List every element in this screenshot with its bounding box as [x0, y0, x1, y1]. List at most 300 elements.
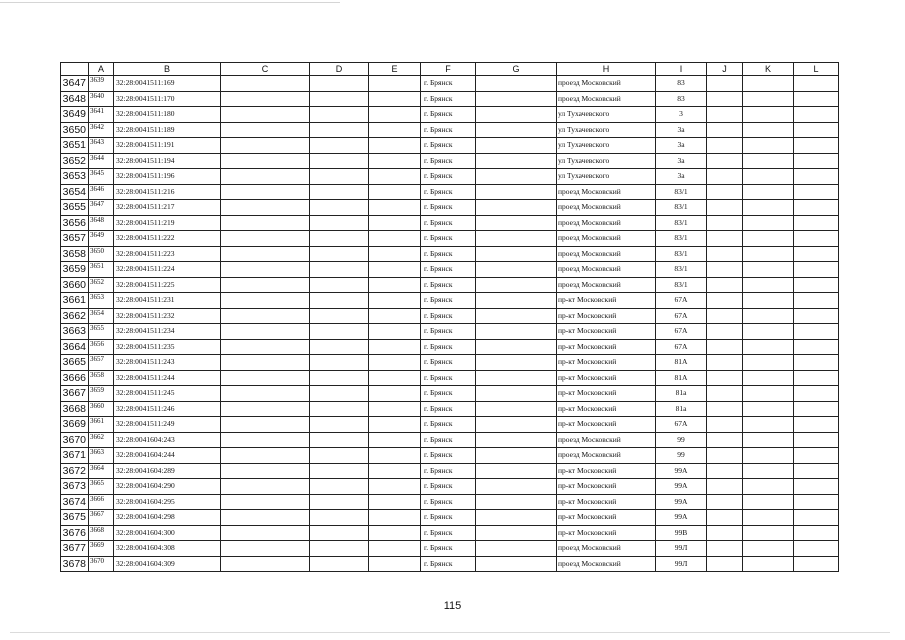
cell-h[interactable]: ул Тухачевского [557, 107, 656, 123]
column-header-e[interactable]: E [369, 63, 421, 76]
cell-j[interactable] [707, 386, 743, 402]
cell-i[interactable]: 83 [656, 91, 707, 107]
cell-c[interactable] [221, 308, 310, 324]
cell-k[interactable] [743, 386, 794, 402]
cell-c[interactable] [221, 76, 310, 92]
cell-l[interactable] [794, 184, 839, 200]
cell-e[interactable] [369, 107, 421, 123]
cell-i[interactable]: 67А [656, 324, 707, 340]
cell-h[interactable]: пр-кт Московский [557, 355, 656, 371]
cell-k[interactable] [743, 355, 794, 371]
cell-c[interactable] [221, 246, 310, 262]
cell-f[interactable]: г. Брянск [421, 262, 476, 278]
cell-l[interactable] [794, 107, 839, 123]
cell-h[interactable]: проезд Московский [557, 556, 656, 572]
row-number[interactable]: 3669 [61, 417, 89, 433]
cell-e[interactable] [369, 448, 421, 464]
cell-b[interactable]: 32:28:0041511:170 [114, 91, 221, 107]
cell-l[interactable] [794, 262, 839, 278]
cell-f[interactable]: г. Брянск [421, 556, 476, 572]
cell-e[interactable] [369, 417, 421, 433]
cell-j[interactable] [707, 169, 743, 185]
cell-j[interactable] [707, 401, 743, 417]
cell-g[interactable] [476, 246, 557, 262]
cell-h[interactable]: пр-кт Московский [557, 494, 656, 510]
cell-i[interactable]: 99Л [656, 541, 707, 557]
cell-i[interactable]: 67А [656, 339, 707, 355]
cell-e[interactable] [369, 463, 421, 479]
cell-e[interactable] [369, 138, 421, 154]
cell-d[interactable] [310, 169, 369, 185]
row-number[interactable]: 3660 [61, 277, 89, 293]
cell-f[interactable]: г. Брянск [421, 184, 476, 200]
cell-f[interactable]: г. Брянск [421, 370, 476, 386]
cell-g[interactable] [476, 339, 557, 355]
cell-e[interactable] [369, 184, 421, 200]
cell-b[interactable]: 32:28:0041511:191 [114, 138, 221, 154]
row-number[interactable]: 3666 [61, 370, 89, 386]
cell-l[interactable] [794, 122, 839, 138]
column-header-b[interactable]: B [114, 63, 221, 76]
cell-k[interactable] [743, 494, 794, 510]
cell-c[interactable] [221, 277, 310, 293]
cell-f[interactable]: г. Брянск [421, 401, 476, 417]
column-header-k[interactable]: K [743, 63, 794, 76]
cell-a[interactable]: 3668 [89, 525, 114, 541]
cell-g[interactable] [476, 386, 557, 402]
cell-d[interactable] [310, 370, 369, 386]
cell-d[interactable] [310, 494, 369, 510]
cell-d[interactable] [310, 215, 369, 231]
cell-g[interactable] [476, 525, 557, 541]
cell-l[interactable] [794, 231, 839, 247]
cell-g[interactable] [476, 138, 557, 154]
cell-i[interactable]: 83/1 [656, 262, 707, 278]
cell-a[interactable]: 3648 [89, 215, 114, 231]
row-number[interactable]: 3657 [61, 231, 89, 247]
cell-f[interactable]: г. Брянск [421, 231, 476, 247]
cell-l[interactable] [794, 200, 839, 216]
column-header-d[interactable]: D [310, 63, 369, 76]
cell-a[interactable]: 3670 [89, 556, 114, 572]
cell-j[interactable] [707, 153, 743, 169]
cell-h[interactable]: пр-кт Московский [557, 308, 656, 324]
cell-f[interactable]: г. Брянск [421, 200, 476, 216]
cell-k[interactable] [743, 122, 794, 138]
cell-j[interactable] [707, 417, 743, 433]
cell-f[interactable]: г. Брянск [421, 494, 476, 510]
cell-c[interactable] [221, 370, 310, 386]
cell-b[interactable]: 32:28:0041511:216 [114, 184, 221, 200]
cell-b[interactable]: 32:28:0041511:235 [114, 339, 221, 355]
cell-k[interactable] [743, 262, 794, 278]
cell-d[interactable] [310, 153, 369, 169]
cell-k[interactable] [743, 200, 794, 216]
cell-f[interactable]: г. Брянск [421, 246, 476, 262]
cell-l[interactable] [794, 556, 839, 572]
cell-e[interactable] [369, 494, 421, 510]
cell-e[interactable] [369, 231, 421, 247]
cell-g[interactable] [476, 262, 557, 278]
cell-j[interactable] [707, 541, 743, 557]
cell-j[interactable] [707, 448, 743, 464]
cell-g[interactable] [476, 308, 557, 324]
cell-f[interactable]: г. Брянск [421, 215, 476, 231]
cell-b[interactable]: 32:28:0041604:289 [114, 463, 221, 479]
cell-e[interactable] [369, 262, 421, 278]
cell-b[interactable]: 32:28:0041604:300 [114, 525, 221, 541]
cell-f[interactable]: г. Брянск [421, 91, 476, 107]
cell-b[interactable]: 32:28:0041511:180 [114, 107, 221, 123]
cell-g[interactable] [476, 355, 557, 371]
cell-b[interactable]: 32:28:0041511:244 [114, 370, 221, 386]
cell-i[interactable]: 67А [656, 417, 707, 433]
row-number[interactable]: 3665 [61, 355, 89, 371]
cell-e[interactable] [369, 246, 421, 262]
cell-g[interactable] [476, 494, 557, 510]
cell-h[interactable]: пр-кт Московский [557, 417, 656, 433]
cell-j[interactable] [707, 277, 743, 293]
cell-f[interactable]: г. Брянск [421, 386, 476, 402]
cell-e[interactable] [369, 339, 421, 355]
cell-i[interactable]: 81А [656, 355, 707, 371]
cell-f[interactable]: г. Брянск [421, 432, 476, 448]
cell-j[interactable] [707, 324, 743, 340]
cell-g[interactable] [476, 76, 557, 92]
cell-k[interactable] [743, 463, 794, 479]
row-number[interactable]: 3676 [61, 525, 89, 541]
cell-d[interactable] [310, 463, 369, 479]
cell-l[interactable] [794, 339, 839, 355]
cell-c[interactable] [221, 200, 310, 216]
cell-l[interactable] [794, 510, 839, 526]
cell-g[interactable] [476, 107, 557, 123]
cell-k[interactable] [743, 556, 794, 572]
cell-l[interactable] [794, 246, 839, 262]
cell-f[interactable]: г. Брянск [421, 277, 476, 293]
cell-b[interactable]: 32:28:0041511:219 [114, 215, 221, 231]
cell-f[interactable]: г. Брянск [421, 122, 476, 138]
cell-i[interactable]: 99А [656, 463, 707, 479]
column-header-a[interactable]: A [89, 63, 114, 76]
cell-e[interactable] [369, 169, 421, 185]
cell-k[interactable] [743, 541, 794, 557]
cell-c[interactable] [221, 494, 310, 510]
cell-c[interactable] [221, 231, 310, 247]
cell-i[interactable]: 83/1 [656, 215, 707, 231]
cell-f[interactable]: г. Брянск [421, 293, 476, 309]
cell-a[interactable]: 3669 [89, 541, 114, 557]
cell-i[interactable]: 81а [656, 401, 707, 417]
cell-i[interactable]: 99А [656, 494, 707, 510]
cell-j[interactable] [707, 91, 743, 107]
cell-e[interactable] [369, 556, 421, 572]
cell-h[interactable]: проезд Московский [557, 91, 656, 107]
cell-h[interactable]: пр-кт Московский [557, 324, 656, 340]
cell-a[interactable]: 3640 [89, 91, 114, 107]
cell-b[interactable]: 32:28:0041511:225 [114, 277, 221, 293]
cell-l[interactable] [794, 138, 839, 154]
cell-c[interactable] [221, 525, 310, 541]
cell-c[interactable] [221, 293, 310, 309]
cell-j[interactable] [707, 308, 743, 324]
cell-e[interactable] [369, 355, 421, 371]
cell-f[interactable]: г. Брянск [421, 339, 476, 355]
cell-c[interactable] [221, 479, 310, 495]
row-number[interactable]: 3654 [61, 184, 89, 200]
cell-d[interactable] [310, 293, 369, 309]
column-header-c[interactable]: C [221, 63, 310, 76]
cell-a[interactable]: 3646 [89, 184, 114, 200]
cell-e[interactable] [369, 122, 421, 138]
cell-d[interactable] [310, 324, 369, 340]
row-number[interactable]: 3677 [61, 541, 89, 557]
cell-k[interactable] [743, 525, 794, 541]
cell-e[interactable] [369, 510, 421, 526]
cell-l[interactable] [794, 76, 839, 92]
cell-b[interactable]: 32:28:0041511:243 [114, 355, 221, 371]
cell-a[interactable]: 3656 [89, 339, 114, 355]
cell-d[interactable] [310, 386, 369, 402]
cell-i[interactable]: 83/1 [656, 200, 707, 216]
cell-c[interactable] [221, 463, 310, 479]
cell-e[interactable] [369, 324, 421, 340]
cell-f[interactable]: г. Брянск [421, 355, 476, 371]
cell-b[interactable]: 32:28:0041511:189 [114, 122, 221, 138]
row-number[interactable]: 3651 [61, 138, 89, 154]
cell-f[interactable]: г. Брянск [421, 138, 476, 154]
cell-d[interactable] [310, 231, 369, 247]
cell-l[interactable] [794, 479, 839, 495]
cell-i[interactable]: 83/1 [656, 231, 707, 247]
cell-e[interactable] [369, 401, 421, 417]
cell-c[interactable] [221, 386, 310, 402]
cell-e[interactable] [369, 153, 421, 169]
cell-k[interactable] [743, 277, 794, 293]
cell-a[interactable]: 3645 [89, 169, 114, 185]
cell-h[interactable]: ул Тухачевского [557, 169, 656, 185]
cell-l[interactable] [794, 417, 839, 433]
cell-g[interactable] [476, 122, 557, 138]
cell-k[interactable] [743, 432, 794, 448]
row-number[interactable]: 3648 [61, 91, 89, 107]
cell-d[interactable] [310, 525, 369, 541]
cell-h[interactable]: проезд Московский [557, 76, 656, 92]
cell-j[interactable] [707, 463, 743, 479]
cell-g[interactable] [476, 293, 557, 309]
cell-a[interactable]: 3660 [89, 401, 114, 417]
cell-a[interactable]: 3654 [89, 308, 114, 324]
cell-c[interactable] [221, 355, 310, 371]
cell-k[interactable] [743, 184, 794, 200]
cell-b[interactable]: 32:28:0041604:309 [114, 556, 221, 572]
cell-g[interactable] [476, 479, 557, 495]
cell-a[interactable]: 3661 [89, 417, 114, 433]
cell-j[interactable] [707, 200, 743, 216]
cell-d[interactable] [310, 138, 369, 154]
corner-cell[interactable] [61, 63, 89, 76]
cell-j[interactable] [707, 525, 743, 541]
cell-g[interactable] [476, 463, 557, 479]
cell-h[interactable]: пр-кт Московский [557, 339, 656, 355]
cell-c[interactable] [221, 153, 310, 169]
cell-d[interactable] [310, 541, 369, 557]
cell-c[interactable] [221, 169, 310, 185]
cell-h[interactable]: пр-кт Московский [557, 401, 656, 417]
cell-l[interactable] [794, 215, 839, 231]
cell-k[interactable] [743, 246, 794, 262]
column-header-f[interactable]: F [421, 63, 476, 76]
cell-k[interactable] [743, 76, 794, 92]
row-number[interactable]: 3674 [61, 494, 89, 510]
cell-b[interactable]: 32:28:0041511:231 [114, 293, 221, 309]
cell-e[interactable] [369, 308, 421, 324]
cell-h[interactable]: пр-кт Московский [557, 510, 656, 526]
cell-f[interactable]: г. Брянск [421, 510, 476, 526]
cell-b[interactable]: 32:28:0041511:217 [114, 200, 221, 216]
cell-b[interactable]: 32:28:0041511:245 [114, 386, 221, 402]
row-number[interactable]: 3649 [61, 107, 89, 123]
cell-f[interactable]: г. Брянск [421, 153, 476, 169]
cell-a[interactable]: 3642 [89, 122, 114, 138]
cell-i[interactable]: 83/1 [656, 184, 707, 200]
cell-j[interactable] [707, 262, 743, 278]
row-number[interactable]: 3663 [61, 324, 89, 340]
cell-a[interactable]: 3665 [89, 479, 114, 495]
cell-k[interactable] [743, 339, 794, 355]
cell-f[interactable]: г. Брянск [421, 525, 476, 541]
cell-d[interactable] [310, 122, 369, 138]
cell-k[interactable] [743, 308, 794, 324]
cell-b[interactable]: 32:28:0041511:224 [114, 262, 221, 278]
cell-i[interactable]: 99 [656, 432, 707, 448]
row-number[interactable]: 3672 [61, 463, 89, 479]
cell-e[interactable] [369, 525, 421, 541]
cell-a[interactable]: 3663 [89, 448, 114, 464]
cell-b[interactable]: 32:28:0041511:232 [114, 308, 221, 324]
cell-c[interactable] [221, 324, 310, 340]
cell-d[interactable] [310, 417, 369, 433]
cell-j[interactable] [707, 246, 743, 262]
cell-j[interactable] [707, 432, 743, 448]
cell-j[interactable] [707, 138, 743, 154]
cell-b[interactable]: 32:28:0041511:194 [114, 153, 221, 169]
cell-a[interactable]: 3659 [89, 386, 114, 402]
cell-l[interactable] [794, 525, 839, 541]
cell-i[interactable]: 99 [656, 448, 707, 464]
cell-h[interactable]: проезд Московский [557, 277, 656, 293]
cell-f[interactable]: г. Брянск [421, 107, 476, 123]
cell-k[interactable] [743, 324, 794, 340]
cell-d[interactable] [310, 479, 369, 495]
row-number[interactable]: 3671 [61, 448, 89, 464]
cell-b[interactable]: 32:28:0041511:223 [114, 246, 221, 262]
cell-i[interactable]: 67А [656, 308, 707, 324]
cell-a[interactable]: 3658 [89, 370, 114, 386]
cell-d[interactable] [310, 277, 369, 293]
cell-j[interactable] [707, 510, 743, 526]
cell-i[interactable]: 99В [656, 525, 707, 541]
cell-e[interactable] [369, 293, 421, 309]
cell-h[interactable]: проезд Московский [557, 200, 656, 216]
column-header-i[interactable]: I [656, 63, 707, 76]
cell-i[interactable]: 3а [656, 153, 707, 169]
cell-b[interactable]: 32:28:0041604:290 [114, 479, 221, 495]
cell-d[interactable] [310, 355, 369, 371]
cell-l[interactable] [794, 541, 839, 557]
cell-c[interactable] [221, 107, 310, 123]
column-header-l[interactable]: L [794, 63, 839, 76]
cell-b[interactable]: 32:28:0041604:244 [114, 448, 221, 464]
cell-c[interactable] [221, 339, 310, 355]
cell-i[interactable]: 67А [656, 293, 707, 309]
cell-d[interactable] [310, 200, 369, 216]
row-number[interactable]: 3656 [61, 215, 89, 231]
cell-j[interactable] [707, 231, 743, 247]
cell-h[interactable]: проезд Московский [557, 541, 656, 557]
row-number[interactable]: 3673 [61, 479, 89, 495]
cell-j[interactable] [707, 122, 743, 138]
cell-f[interactable]: г. Брянск [421, 448, 476, 464]
cell-a[interactable]: 3644 [89, 153, 114, 169]
cell-b[interactable]: 32:28:0041511:249 [114, 417, 221, 433]
cell-c[interactable] [221, 448, 310, 464]
cell-d[interactable] [310, 262, 369, 278]
cell-k[interactable] [743, 510, 794, 526]
cell-k[interactable] [743, 370, 794, 386]
cell-b[interactable]: 32:28:0041604:295 [114, 494, 221, 510]
cell-j[interactable] [707, 76, 743, 92]
cell-i[interactable]: 81А [656, 370, 707, 386]
cell-d[interactable] [310, 91, 369, 107]
row-number[interactable]: 3662 [61, 308, 89, 324]
cell-j[interactable] [707, 184, 743, 200]
cell-j[interactable] [707, 293, 743, 309]
cell-h[interactable]: проезд Московский [557, 184, 656, 200]
cell-h[interactable]: ул Тухачевского [557, 153, 656, 169]
cell-a[interactable]: 3666 [89, 494, 114, 510]
cell-d[interactable] [310, 246, 369, 262]
cell-h[interactable]: пр-кт Московский [557, 463, 656, 479]
cell-g[interactable] [476, 215, 557, 231]
cell-a[interactable]: 3650 [89, 246, 114, 262]
cell-c[interactable] [221, 541, 310, 557]
cell-f[interactable]: г. Брянск [421, 169, 476, 185]
cell-k[interactable] [743, 417, 794, 433]
cell-g[interactable] [476, 401, 557, 417]
cell-h[interactable]: пр-кт Московский [557, 386, 656, 402]
cell-l[interactable] [794, 169, 839, 185]
cell-i[interactable]: 83/1 [656, 246, 707, 262]
cell-a[interactable]: 3643 [89, 138, 114, 154]
cell-e[interactable] [369, 91, 421, 107]
cell-j[interactable] [707, 479, 743, 495]
cell-e[interactable] [369, 277, 421, 293]
cell-c[interactable] [221, 138, 310, 154]
cell-h[interactable]: проезд Московский [557, 231, 656, 247]
cell-e[interactable] [369, 76, 421, 92]
cell-a[interactable]: 3639 [89, 76, 114, 92]
cell-i[interactable]: 3а [656, 122, 707, 138]
cell-h[interactable]: ул Тухачевского [557, 122, 656, 138]
cell-f[interactable]: г. Брянск [421, 324, 476, 340]
cell-i[interactable]: 99А [656, 510, 707, 526]
cell-d[interactable] [310, 401, 369, 417]
cell-b[interactable]: 32:28:0041604:308 [114, 541, 221, 557]
cell-b[interactable]: 32:28:0041511:246 [114, 401, 221, 417]
cell-l[interactable] [794, 494, 839, 510]
cell-h[interactable]: пр-кт Московский [557, 479, 656, 495]
